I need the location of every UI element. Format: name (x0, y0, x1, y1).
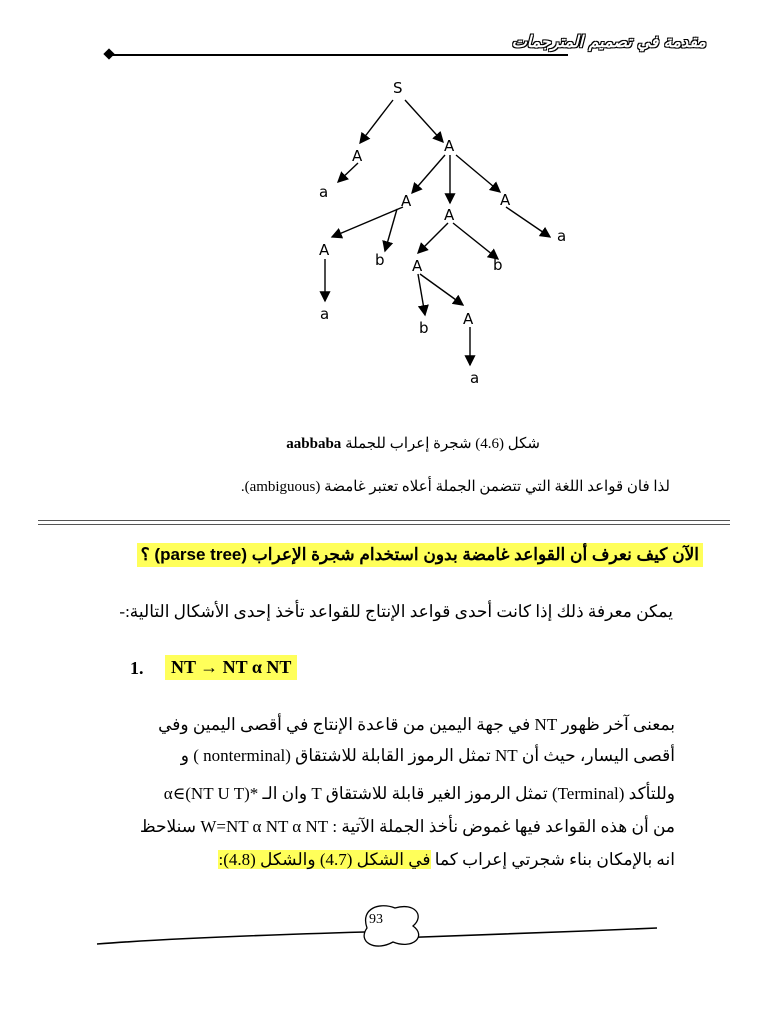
section-separator (38, 520, 730, 525)
header-diamond-icon (103, 48, 114, 59)
rule-number: 1. (130, 658, 144, 678)
tree-node: A (444, 137, 455, 155)
tree-node: A (412, 257, 423, 275)
body-line-1: بمعنى آخر ظهور NT في جهة اليمين من قاعدة الإنتاج في أقصى اليمين وفي (158, 715, 675, 734)
tree-node-S: S (393, 79, 403, 97)
tree-node: b (419, 319, 429, 337)
caption-word: aabbaba (286, 436, 342, 452)
intro-paragraph: يمكن معرفة ذلك إذا كانت أحدى قواعد الإنتاج للقواعد تأخذ إحدى الأشكال التالية:- (119, 602, 673, 621)
body-line-3: α∈(NT U T)* وان الـ T تمثل الرموز الغير قابلة للاشتقاق (Terminal) وللتأكد (163, 784, 675, 803)
page-number: 93 (369, 912, 383, 927)
body-line-4: من أن هذه القواعد فيها غموض نأخذ الجملة الآتية : W=NT α NT α NT سنلاحظ (139, 817, 675, 836)
figure-caption (230, 434, 540, 453)
tree-node: a (320, 305, 330, 323)
figure-reference-highlight: في الشكل (4.7) والشكل (4.8): (218, 850, 431, 869)
tree-node: b (375, 251, 385, 269)
body-line-5-text: انه بالإمكان بناء شجرتي إعراب كما (430, 850, 675, 869)
caption-text: شكل (4.6) شجرة إعراب للجملة (341, 436, 540, 452)
tree-node: A (500, 191, 511, 209)
tree-node: a (557, 227, 567, 245)
tree-node: b (493, 256, 503, 274)
tree-node: A (319, 241, 330, 259)
body-line-2: أقصى اليسار، حيث أن NT تمثل الرموز القابلة للاشتقاق (nonterminal ) و (180, 746, 675, 765)
header-rule (112, 54, 568, 56)
tree-node: A (463, 310, 474, 328)
tree-node: A (401, 192, 412, 210)
rule-formula: NT → NT α NT (165, 655, 297, 680)
body-line-5 (100, 850, 675, 870)
question-heading: الآن كيف نعرف أن القواعد غامضة بدون استخدام شجرة الإعراب (parse tree) ؟ (137, 543, 703, 567)
tree-node: A (352, 147, 363, 165)
tree-edges (325, 100, 550, 365)
tree-node: a (470, 369, 480, 387)
tree-node: a (319, 183, 329, 201)
header-title: مقدمة في تصميم المترجمات (511, 32, 706, 51)
tree-node: A (444, 206, 455, 224)
parse-tree-figure (300, 75, 590, 395)
ambiguous-paragraph: لذا فان قواعد اللغة التي تتضمن الجملة أعلاه تعتبر غامضة (ambiguous). (240, 479, 670, 495)
